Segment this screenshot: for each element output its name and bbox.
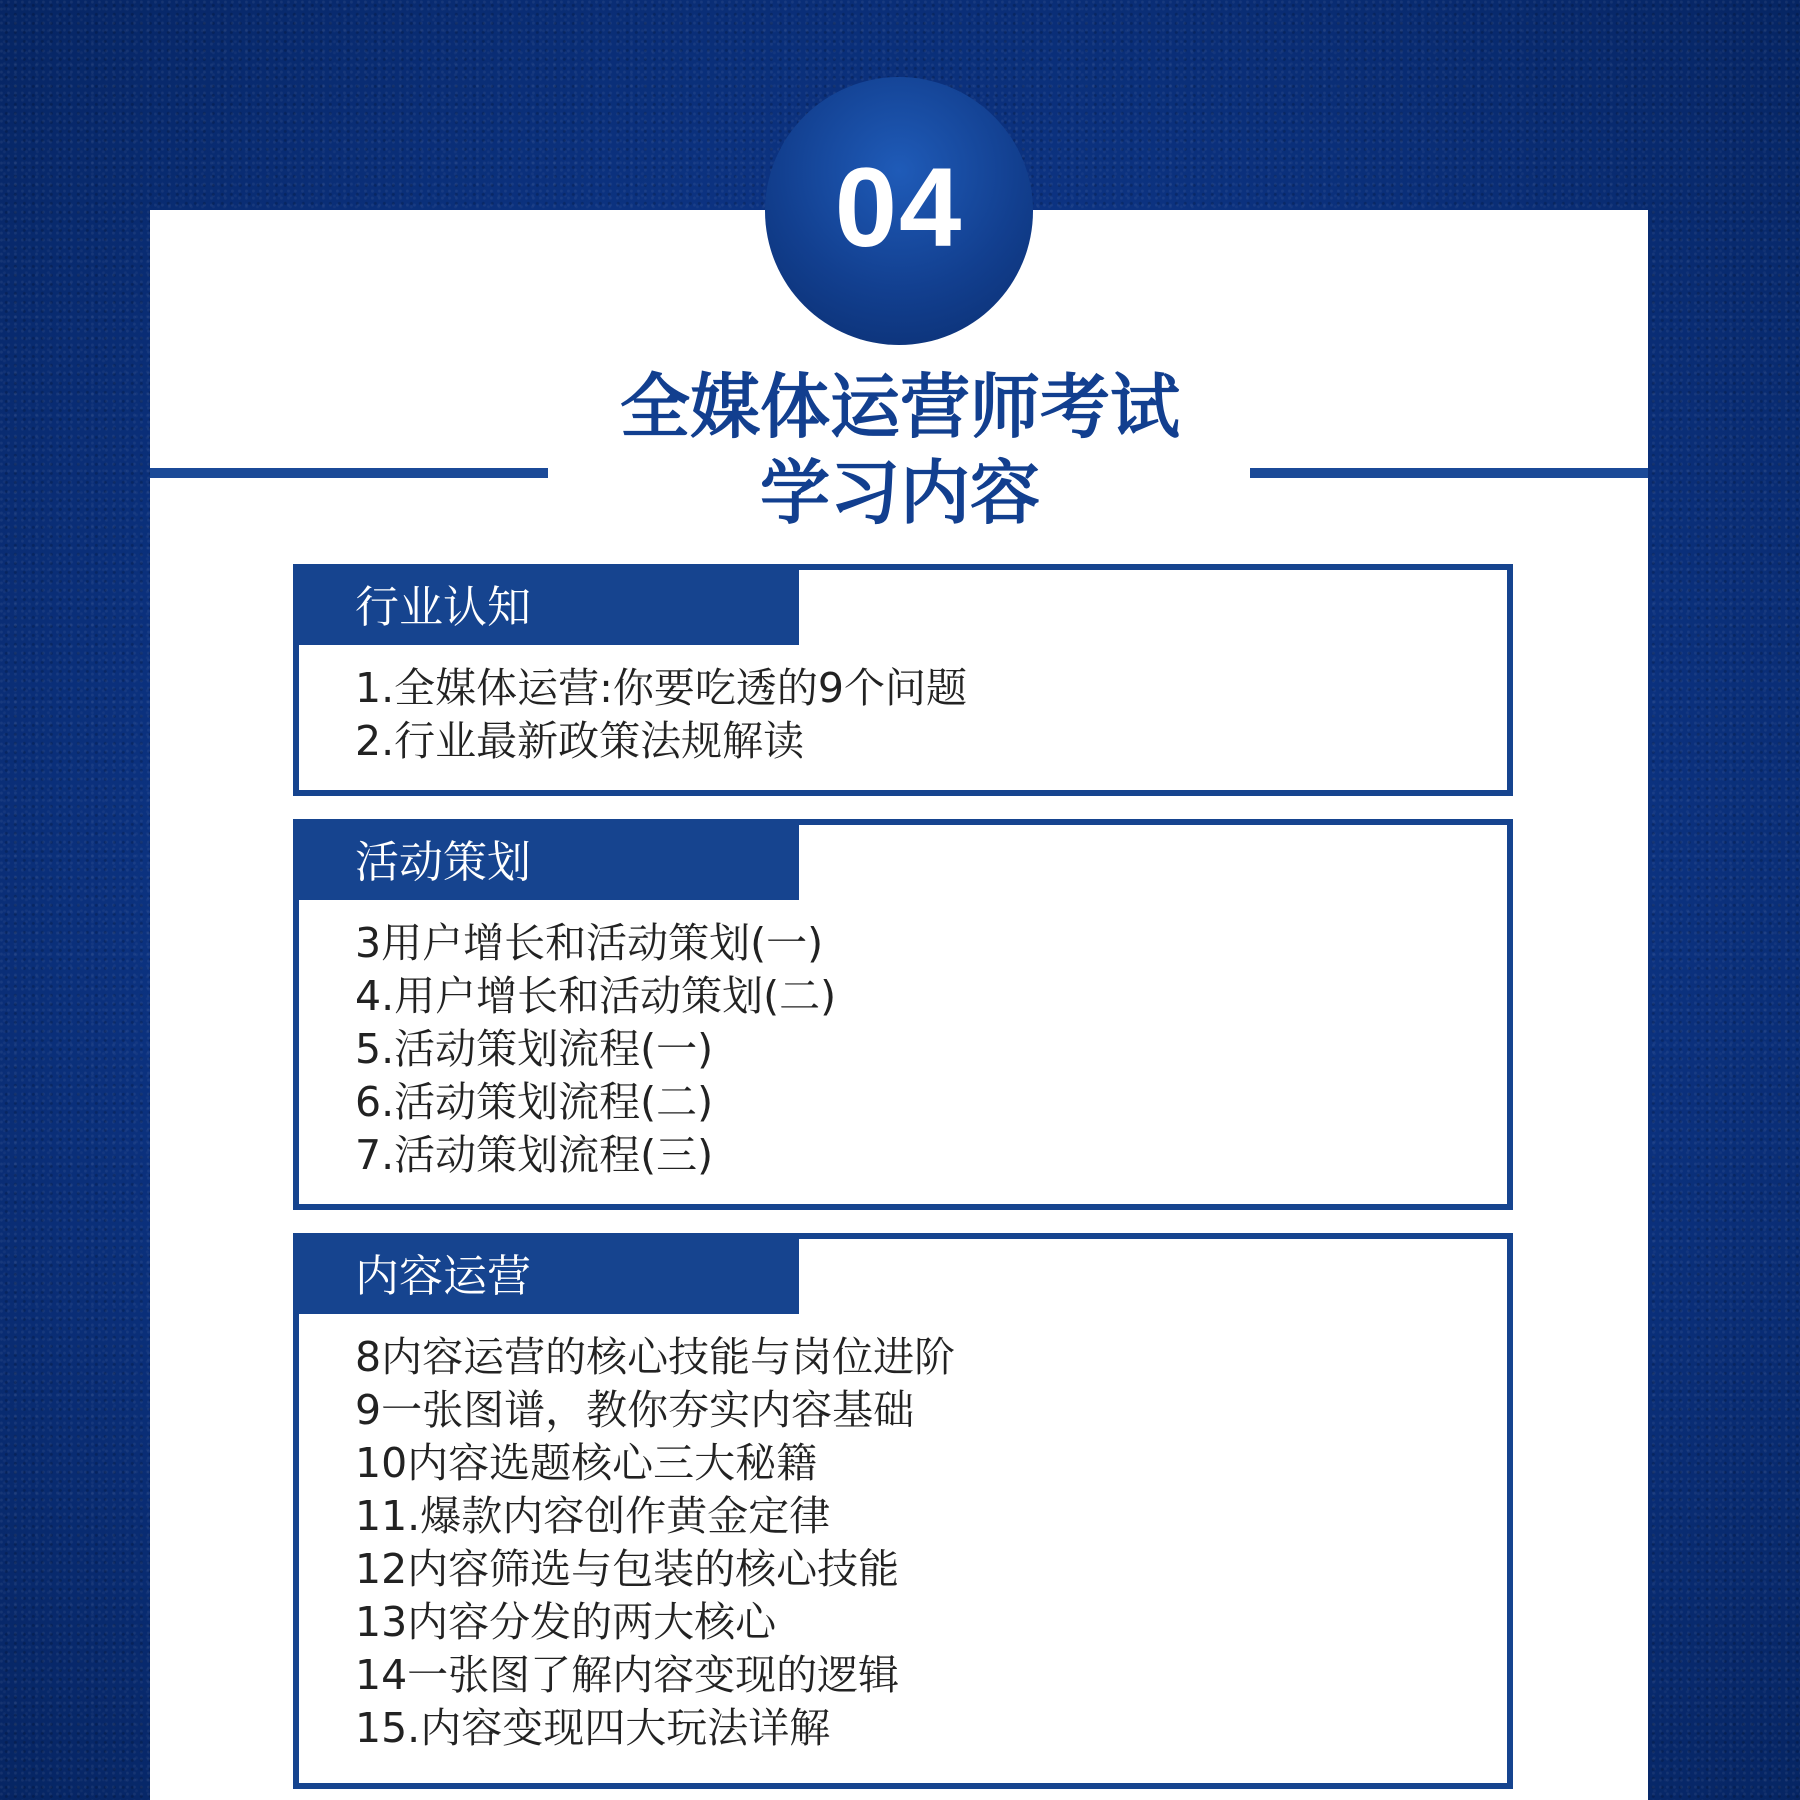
list-item: 11.爆款内容创作黄金定律 [355,1492,831,1540]
list-item: 14一张图了解内容变现的逻辑 [355,1651,900,1699]
page-title-line-1: 全媒体运营师考试 [620,366,1180,448]
list-item: 8内容运营的核心技能与岗位进阶 [355,1333,956,1381]
list-item: 9一张图谱，教你夯实内容基础 [355,1386,915,1434]
section-heading: 活动策划 [299,825,799,900]
section-number: 04 [834,145,964,270]
title-divider-left [150,468,548,478]
list-item: 7.活动策划流程(三) [355,1131,714,1179]
section-content-operations [293,1233,1513,1789]
list-item: 6.活动策划流程(二) [355,1078,714,1126]
section-item-list [355,917,836,1182]
list-item: 10内容选题核心三大秘籍 [355,1439,818,1487]
list-item: 15.内容变现四大玩法详解 [355,1704,831,1752]
list-item: 12内容筛选与包装的核心技能 [355,1545,900,1593]
title-divider-right [1250,468,1648,478]
list-item: 5.活动策划流程(一) [355,1025,714,1073]
section-number-badge [765,77,1033,345]
section-heading: 内容运营 [299,1239,799,1314]
page-title-line-2: 学习内容 [760,452,1040,534]
section-item-list [355,662,967,768]
list-item: 1.全媒体运营:你要吃透的9个问题 [355,664,968,712]
list-item: 4.用户增长和活动策划(二) [355,972,837,1020]
section-heading: 行业认知 [299,570,799,645]
section-activity-planning [293,819,1513,1210]
list-item: 13内容分发的两大核心 [355,1598,777,1646]
section-industry-knowledge [293,564,1513,796]
list-item: 2.行业最新政策法规解读 [355,717,805,765]
list-item: 3用户增长和活动策划(一) [355,919,824,967]
section-item-list [355,1331,955,1755]
